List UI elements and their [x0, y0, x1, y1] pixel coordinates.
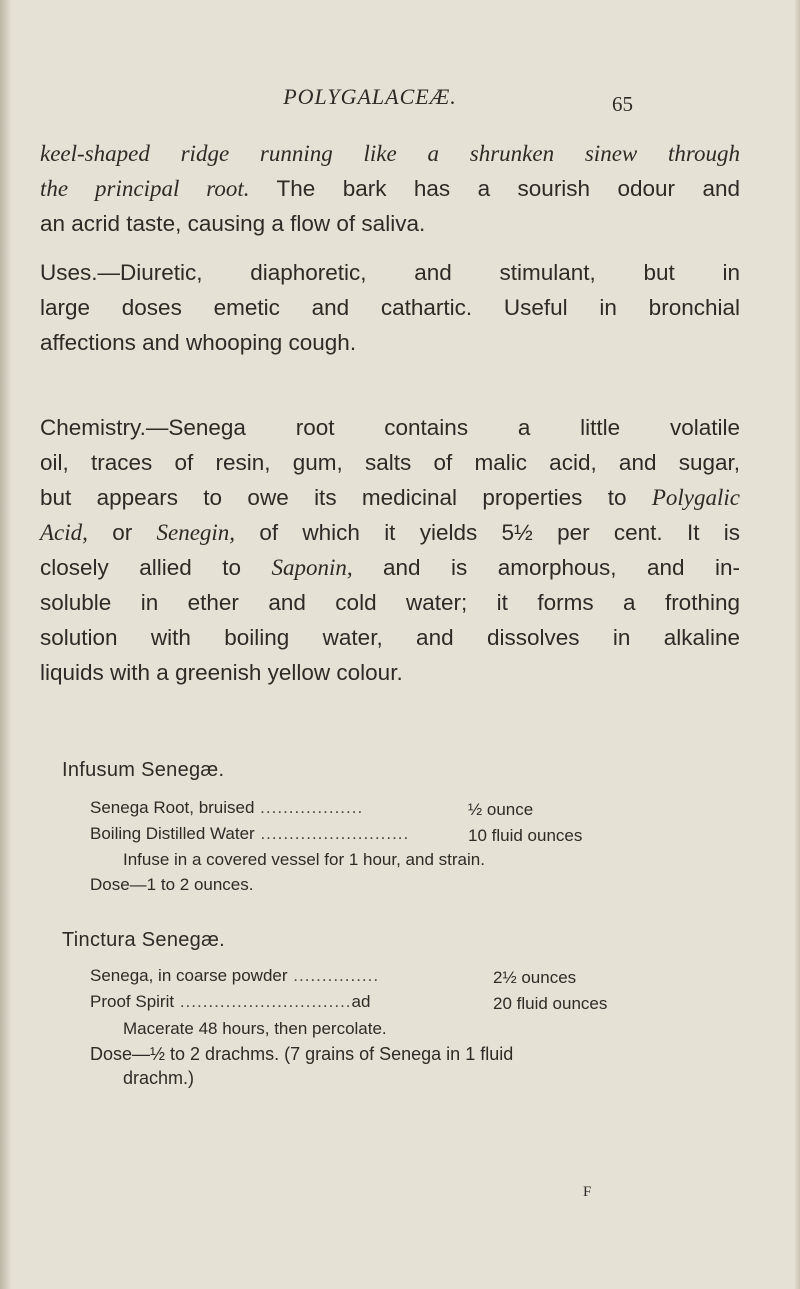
dot-leader: ...............	[287, 966, 380, 985]
text-line	[40, 480, 740, 515]
text-line	[40, 620, 740, 655]
text-line	[40, 325, 740, 360]
text-segment: liquids with a greenish yellow colour.	[40, 660, 403, 685]
page-gutter-shadow	[0, 0, 12, 1289]
tinctura-ingredient-1	[90, 966, 379, 986]
text-segment: Chemistry.—Senega root contains a little volatile	[40, 415, 740, 440]
italic-segment: Saponin,	[271, 555, 353, 580]
infusum-instruction: Infuse in a covered vessel for 1 hour, and strain.	[123, 850, 485, 869]
italic-segment: Acid,	[40, 520, 88, 545]
ad-label: ad	[351, 992, 371, 1011]
ingredient-name: Senega Root, bruised	[90, 798, 255, 817]
text-segment: affections and whooping cough.	[40, 330, 357, 355]
text-line	[40, 206, 740, 241]
infusum-ingredient-1	[90, 798, 363, 818]
tinctura-qty-2: 20 fluid ounces	[493, 994, 608, 1013]
tinctura-dose-line-1: Dose—½ to 2 drachms. (7 grains of Senega in 1 fluid	[90, 1044, 514, 1064]
text-segment: solution with boiling water, and dissolves in alkaline	[40, 625, 740, 650]
tinctura-dose-line-2: drachm.)	[123, 1068, 195, 1088]
running-head-title: POLYGALACEÆ.	[283, 84, 457, 109]
tinctura-heading: Tinctura Senegæ.	[62, 929, 226, 951]
infusum-qty-2: 10 fluid ounces	[468, 826, 583, 845]
text-line	[40, 136, 740, 171]
italic-segment: Senegin,	[156, 520, 236, 545]
text-segment: closely allied to	[40, 555, 272, 580]
paragraph-chemistry	[40, 410, 740, 690]
text-segment: The bark has a sourish odour and	[249, 176, 740, 201]
tinctura-ingredient-2	[90, 992, 370, 1012]
text-line	[40, 585, 740, 620]
italic-segment: the principal root.	[40, 176, 250, 201]
text-segment: Uses.—Diuretic, diaphoretic, and stimulant, but in	[40, 260, 740, 285]
text-segment: large doses emetic and cathartic. Useful in bronchial	[40, 295, 740, 320]
text-segment: oil, traces of resin, gum, salts of malic acid, and sugar,	[40, 450, 740, 475]
text-segment: an acrid taste, causing a flow of saliva.	[40, 211, 426, 236]
signature-mark: F	[583, 1184, 592, 1200]
text-line	[40, 655, 740, 690]
infusum-heading: Infusum Senegæ.	[62, 759, 225, 781]
infusum-dose: Dose—1 to 2 ounces.	[90, 875, 254, 894]
paragraph-root-description	[40, 136, 740, 241]
dot-leader: ..................	[254, 798, 364, 817]
ingredient-name: Senega, in coarse powder	[90, 966, 288, 985]
page-number: 65	[612, 92, 633, 116]
italic-segment: Polygalic	[651, 485, 740, 510]
text-line	[40, 550, 740, 585]
dot-leader: ..............................	[174, 992, 352, 1011]
paragraph-uses	[40, 255, 740, 360]
text-segment: but appears to owe its medicinal properties to	[40, 485, 652, 510]
dot-leader: ..........................	[254, 824, 410, 843]
text-line	[40, 171, 740, 206]
text-segment: soluble in ether and cold water; it forms a frothing	[40, 590, 740, 615]
text-segment: and is amorphous, and in-	[352, 555, 740, 580]
ingredient-name: Boiling Distilled Water	[90, 824, 255, 843]
text-line	[40, 410, 740, 445]
text-segment: of which it yields 5½ per cent. It is	[235, 520, 740, 545]
text-line	[40, 255, 740, 290]
italic-segment: keel-shaped ridge running like a shrunken sinew through	[40, 141, 740, 166]
ingredient-name: Proof Spirit	[90, 992, 175, 1011]
page-edge-shadow	[794, 0, 800, 1289]
text-segment: or	[87, 520, 157, 545]
text-line	[40, 445, 740, 480]
text-line	[40, 290, 740, 325]
infusum-qty-1: ½ ounce	[468, 800, 534, 819]
infusum-ingredient-2	[90, 824, 409, 844]
tinctura-instruction: Macerate 48 hours, then percolate.	[123, 1019, 387, 1038]
text-line	[40, 515, 740, 550]
running-head	[0, 84, 800, 124]
tinctura-qty-1: 2½ ounces	[493, 968, 577, 987]
